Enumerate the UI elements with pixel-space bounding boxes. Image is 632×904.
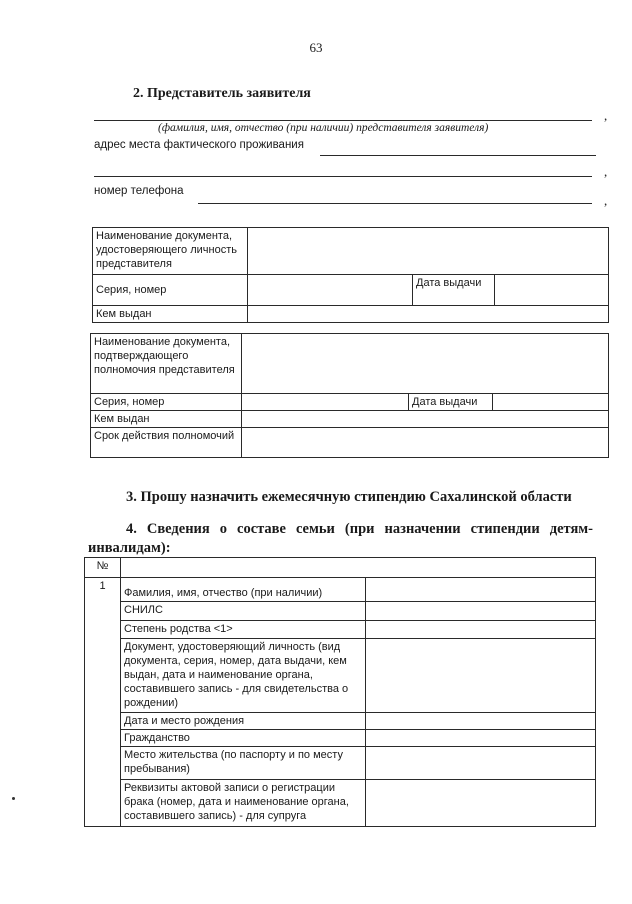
representative-name-line[interactable]: [94, 120, 592, 121]
authority-validity-label: Срок действия полномочий: [91, 428, 242, 458]
identity-issued-by-label: Кем выдан: [93, 306, 248, 323]
family-row-value[interactable]: [366, 730, 596, 747]
authority-doc-name-label: Наименование документа, подтверждающего полномочия представителя: [91, 334, 242, 394]
address-line-2[interactable]: [94, 176, 592, 177]
phone-line[interactable]: [198, 203, 592, 204]
authority-issue-date-label: Дата выдачи: [409, 394, 493, 411]
identity-issue-date-label: Дата выдачи: [413, 275, 495, 306]
family-row-label: СНИЛС: [121, 602, 366, 621]
row-number: 1: [85, 578, 121, 827]
comma: ,: [604, 164, 608, 179]
identity-issued-by-field[interactable]: [248, 306, 609, 323]
number-header: №: [85, 558, 121, 578]
family-row-label: Реквизиты актовой записи о регистрации брака (номер, дата и наименование органа, составившего запись) - для супруга: [121, 780, 366, 827]
identity-issue-date-field[interactable]: [495, 275, 609, 306]
address-label: адрес места фактического проживания: [94, 139, 304, 151]
representative-name-caption: (фамилия, имя, отчество (при наличии) представителя заявителя): [158, 122, 489, 134]
address-line-1[interactable]: [320, 155, 596, 156]
identity-series-number-field[interactable]: [248, 275, 413, 306]
comma: ,: [604, 193, 608, 208]
authority-document-table: [90, 333, 609, 458]
authority-series-number-label: Серия, номер: [91, 394, 242, 411]
family-row-value[interactable]: [366, 780, 596, 827]
authority-issued-by-field[interactable]: [242, 411, 609, 428]
identity-doc-name-field[interactable]: [248, 228, 609, 275]
section-4-title: 4. Сведения о составе семьи (при назначении стипендии детям-инвалидам):: [88, 521, 593, 556]
phone-label: номер телефона: [94, 185, 184, 197]
family-row-value[interactable]: [366, 621, 596, 639]
header-blank: [121, 558, 596, 578]
authority-validity-field[interactable]: [242, 428, 609, 458]
family-row-label: Степень родства <1>: [121, 621, 366, 639]
identity-doc-name-label: Наименование документа, удостоверяющего личность представителя: [93, 228, 248, 275]
page-number: 63: [309, 40, 323, 55]
authority-issued-by-label: Кем выдан: [91, 411, 242, 428]
family-composition-table: [84, 557, 596, 827]
comma: ,: [604, 108, 608, 123]
identity-document-table: [92, 227, 609, 323]
family-row-label: Гражданство: [121, 730, 366, 747]
section-2-title: 2. Представитель заявителя: [133, 86, 311, 101]
family-row-label: Дата и место рождения: [121, 713, 366, 730]
section-3-title: 3. Прошу назначить ежемесячную стипендию Сахалинской области: [126, 489, 572, 505]
family-row-label: Документ, удостоверяющий личность (вид документа, серия, номер, дата выдачи, кем выдан, дата и наименование органа, составившего запись - для свидетельства о рождении): [121, 639, 366, 713]
family-row-value[interactable]: [366, 578, 596, 602]
family-row-value[interactable]: [366, 602, 596, 621]
authority-doc-name-field[interactable]: [242, 334, 609, 394]
identity-series-number-label: Серия, номер: [93, 275, 248, 306]
family-row-value[interactable]: [366, 713, 596, 730]
family-row-label: Место жительства (по паспорту и по месту пребывания): [121, 747, 366, 780]
family-row-value[interactable]: [366, 639, 596, 713]
scan-speck: [12, 797, 15, 800]
family-row-label: Фамилия, имя, отчество (при наличии): [121, 578, 366, 602]
authority-issue-date-field[interactable]: [493, 394, 609, 411]
authority-series-number-field[interactable]: [242, 394, 409, 411]
family-row-value[interactable]: [366, 747, 596, 780]
